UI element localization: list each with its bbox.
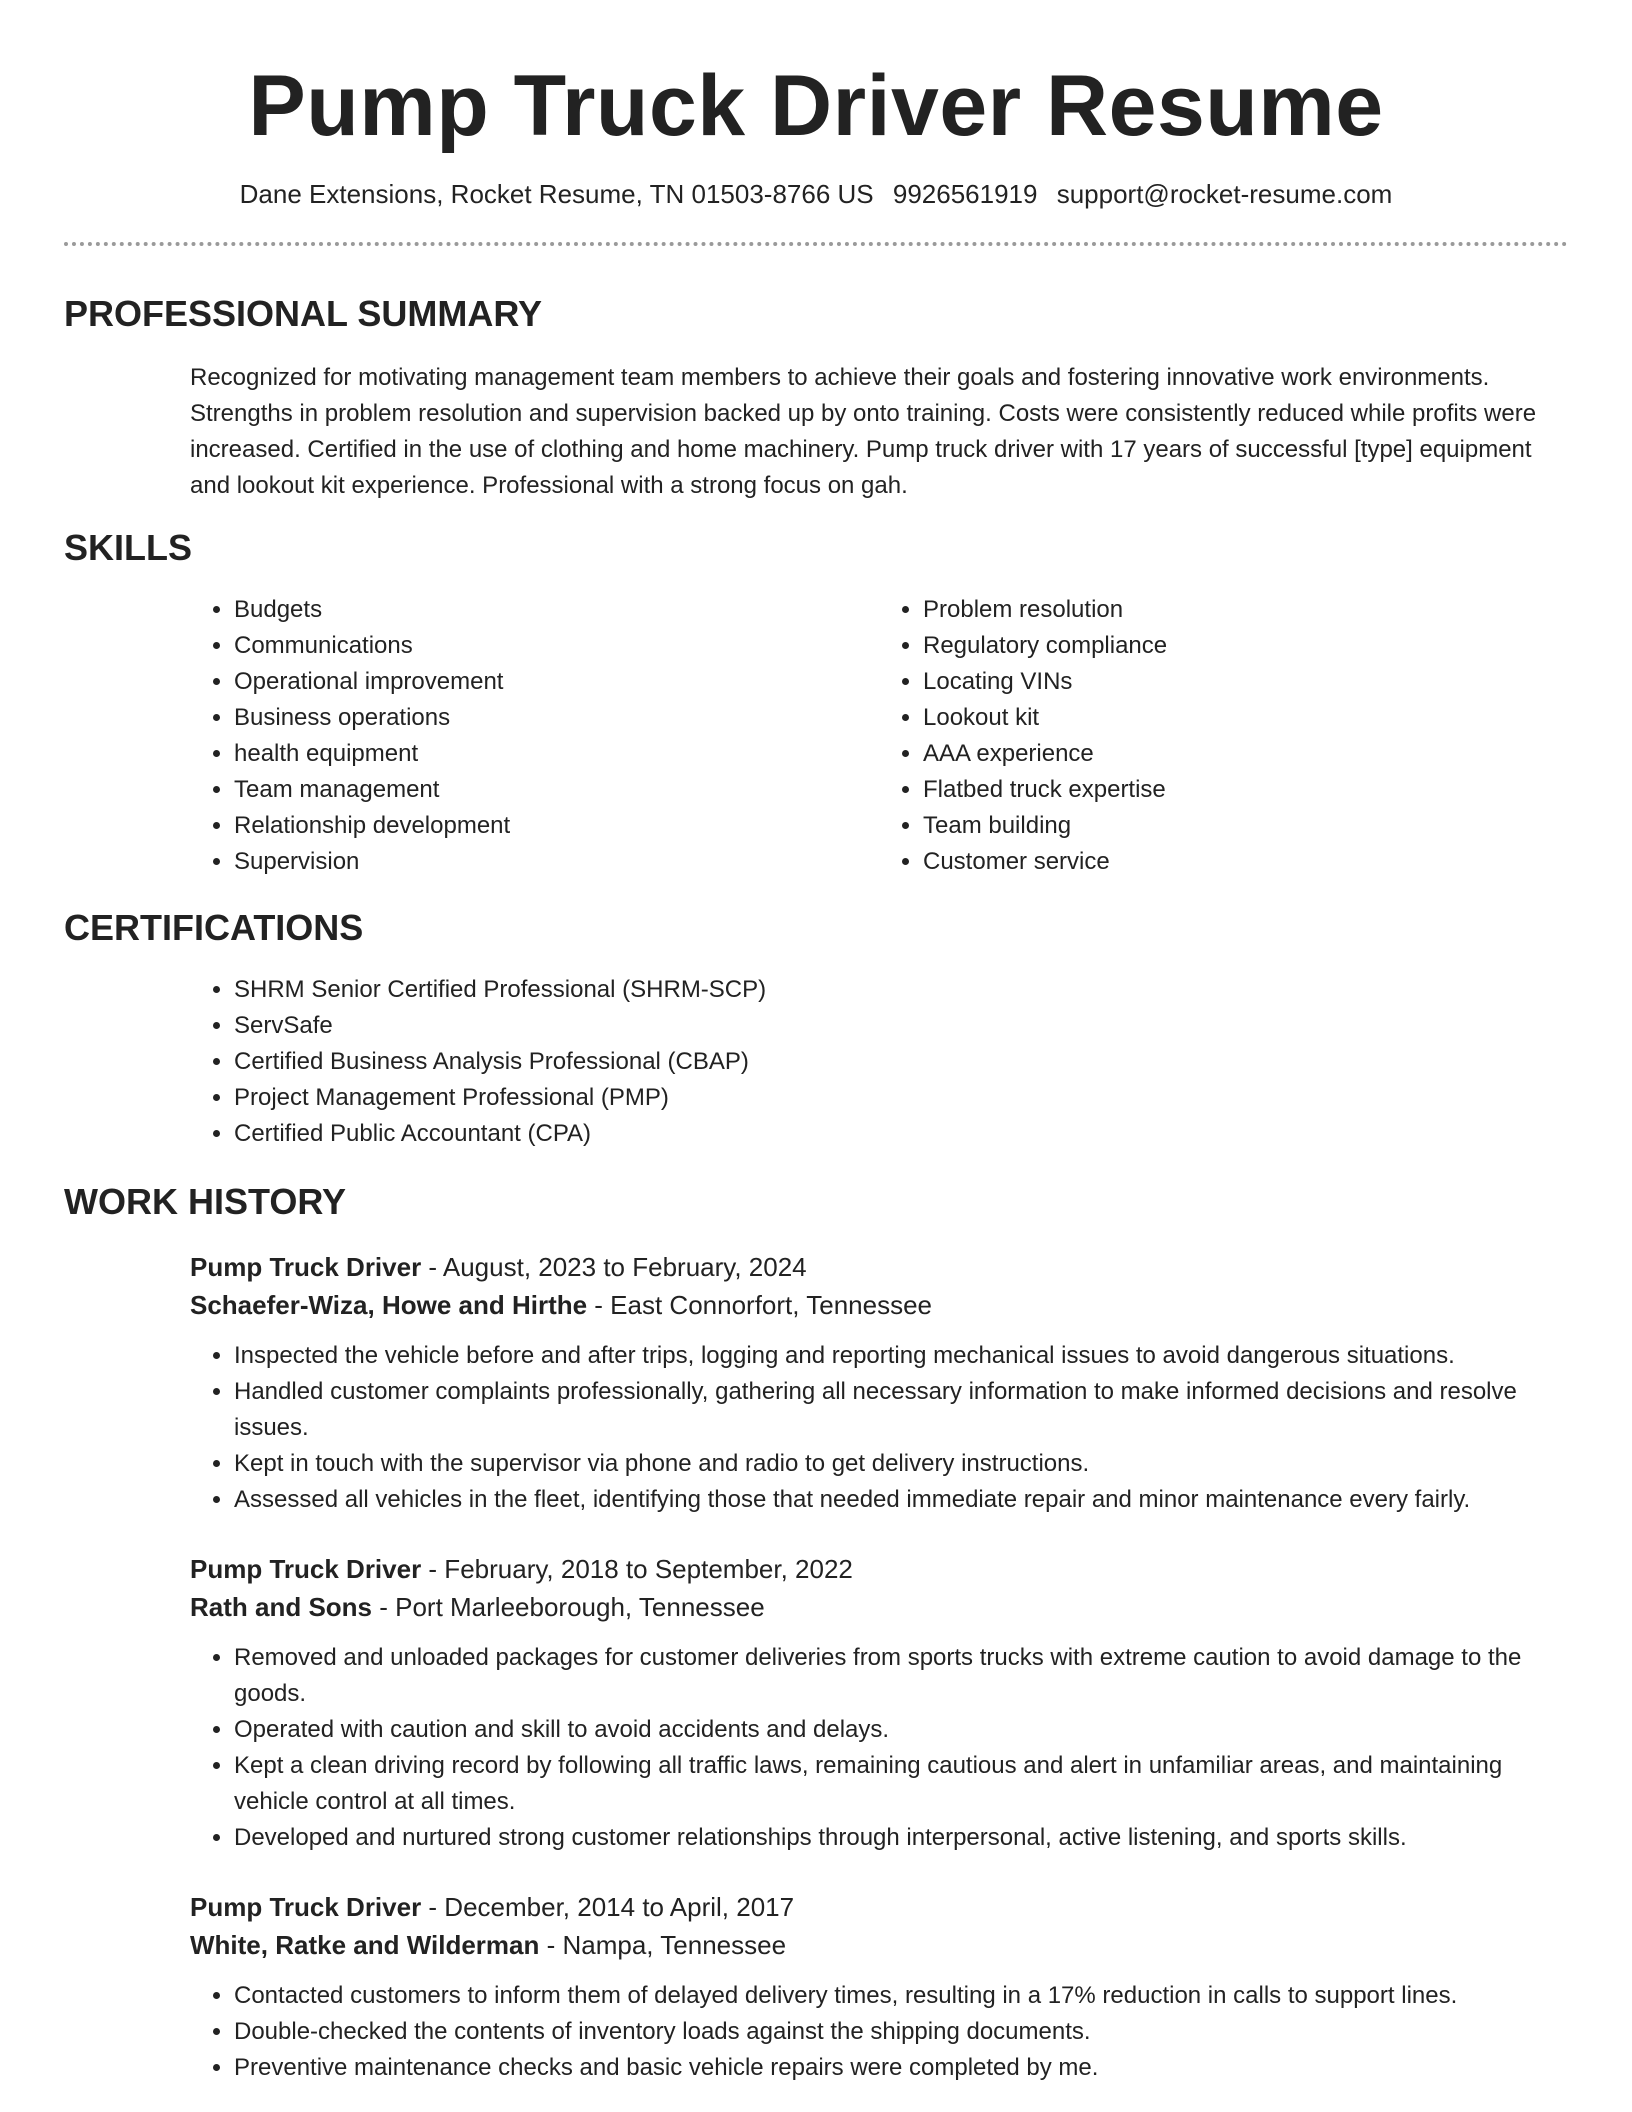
job-duties bbox=[190, 1640, 1568, 1856]
job-location: - Port Marleeborough, Tennessee bbox=[372, 1592, 765, 1622]
job-dates: - December, 2014 to April, 2017 bbox=[421, 1892, 795, 1922]
job-title: Pump Truck Driver bbox=[190, 1892, 422, 1922]
skill-item: • Problem resolution bbox=[923, 592, 1568, 628]
skills-column-left bbox=[190, 592, 879, 880]
job-duties bbox=[190, 1338, 1568, 1518]
job-entry bbox=[190, 1248, 1568, 1518]
summary-heading: PROFESSIONAL SUMMARY bbox=[64, 293, 543, 334]
job-location: - Nampa, Tennessee bbox=[539, 1930, 787, 1960]
job-company-line bbox=[190, 1588, 1568, 1626]
contact-address: Dane Extensions, Rocket Resume, TN 01503-8766 US bbox=[239, 179, 874, 209]
job-company-line bbox=[190, 1926, 1568, 1964]
skill-item: • Supervision bbox=[234, 844, 879, 880]
skill-item: • Locating VINs bbox=[923, 664, 1568, 700]
skill-item: • Business operations bbox=[234, 700, 879, 736]
job-title: Pump Truck Driver bbox=[190, 1554, 422, 1584]
skill-item: • Team management bbox=[234, 772, 879, 808]
skill-item: • Regulatory compliance bbox=[923, 628, 1568, 664]
certification-item: • Certified Public Accountant (CPA) bbox=[234, 1116, 1568, 1152]
job-dates: - February, 2018 to September, 2022 bbox=[421, 1554, 853, 1584]
job-title-line bbox=[190, 1550, 1568, 1588]
job-entry bbox=[190, 1550, 1568, 1856]
job-duty: • Kept a clean driving record by following all traffic laws, remaining cautious and alert in unfamiliar areas, and maintaining vehicle control at all times. bbox=[234, 1748, 1568, 1820]
job-duty: • Handled customer complaints professionally, gathering all necessary information to make informed decisions and resolve issues. bbox=[234, 1374, 1568, 1446]
contact-line bbox=[64, 176, 1568, 212]
skill-item: • Customer service bbox=[923, 844, 1568, 880]
job-title-line bbox=[190, 1248, 1568, 1286]
header-divider bbox=[64, 242, 1568, 246]
job-duty: • Assessed all vehicles in the fleet, identifying those that needed immediate repair and minor maintenance every fairly. bbox=[234, 1482, 1568, 1518]
skill-item: • Operational improvement bbox=[234, 664, 879, 700]
job-company: White, Ratke and Wilderman bbox=[190, 1930, 540, 1960]
certification-item: • ServSafe bbox=[234, 1008, 1568, 1044]
work-history-heading: WORK HISTORY bbox=[64, 1181, 347, 1222]
job-company: Schaefer-Wiza, Howe and Hirthe bbox=[190, 1290, 588, 1320]
resume-page bbox=[64, 0, 1568, 2086]
job-duty: • Inspected the vehicle before and after trips, logging and reporting mechanical issues to avoid dangerous situations. bbox=[234, 1338, 1568, 1374]
contact-phone: 9926561919 bbox=[892, 179, 1038, 209]
resume-title: Pump Truck Driver Resume bbox=[248, 58, 1384, 154]
certifications-list bbox=[190, 972, 1568, 1152]
job-title-line bbox=[190, 1888, 1568, 1926]
certifications-bullets bbox=[190, 972, 1568, 1152]
job-duty: • Double-checked the contents of inventory loads against the shipping documents. bbox=[234, 2014, 1568, 2050]
contact-email[interactable]: support@rocket-resume.com bbox=[1056, 179, 1393, 209]
job-duty: • Preventive maintenance checks and basic vehicle repairs were completed by me. bbox=[234, 2050, 1568, 2086]
certification-item: • SHRM Senior Certified Professional (SHRM-SCP) bbox=[234, 972, 1568, 1008]
job-location: - East Connorfort, Tennessee bbox=[587, 1290, 933, 1320]
job-duty: • Operated with caution and skill to avoid accidents and delays. bbox=[234, 1712, 1568, 1748]
skills-list bbox=[190, 592, 1568, 880]
skill-item: • AAA experience bbox=[923, 736, 1568, 772]
certifications-heading: CERTIFICATIONS bbox=[64, 907, 364, 948]
skill-item: • Lookout kit bbox=[923, 700, 1568, 736]
job-duties bbox=[190, 1978, 1568, 2086]
work-history-list bbox=[190, 1248, 1568, 2086]
job-duty: • Kept in touch with the supervisor via phone and radio to get delivery instructions. bbox=[234, 1446, 1568, 1482]
job-company: Rath and Sons bbox=[190, 1592, 373, 1622]
skills-column-right bbox=[879, 592, 1568, 880]
skill-item: • Relationship development bbox=[234, 808, 879, 844]
job-title: Pump Truck Driver bbox=[190, 1252, 422, 1282]
certification-item: • Project Management Professional (PMP) bbox=[234, 1080, 1568, 1116]
job-duty: • Contacted customers to inform them of delayed delivery times, resulting in a 17% reduction in calls to support lines. bbox=[234, 1978, 1568, 2014]
job-duty: • Removed and unloaded packages for customer deliveries from sports trucks with extreme caution to avoid damage to the goods. bbox=[234, 1640, 1568, 1712]
skill-item: • Budgets bbox=[234, 592, 879, 628]
skill-item: • Team building bbox=[923, 808, 1568, 844]
summary-text: Recognized for motivating management team members to achieve their goals and fostering innovative work environments. Strengths in problem resolution and supervision backed up by onto training. Costs were consistently reduced while profits were increased. Certified in the use of clothing and home machinery. Pump truck driver with 17 years of successful [type] equipment and lookout kit experience. Professional with a strong focus on gah. bbox=[190, 364, 1537, 499]
job-duty: • Developed and nurtured strong customer relationships through interpersonal, active listening, and sports skills. bbox=[234, 1820, 1568, 1856]
skill-item: • Flatbed truck expertise bbox=[923, 772, 1568, 808]
job-entry bbox=[190, 1888, 1568, 2086]
skill-item: • health equipment bbox=[234, 736, 879, 772]
job-company-line bbox=[190, 1286, 1568, 1324]
certification-item: • Certified Business Analysis Professional (CBAP) bbox=[234, 1044, 1568, 1080]
skills-heading: SKILLS bbox=[64, 527, 193, 568]
job-dates: - August, 2023 to February, 2024 bbox=[421, 1252, 807, 1282]
skill-item: • Communications bbox=[234, 628, 879, 664]
